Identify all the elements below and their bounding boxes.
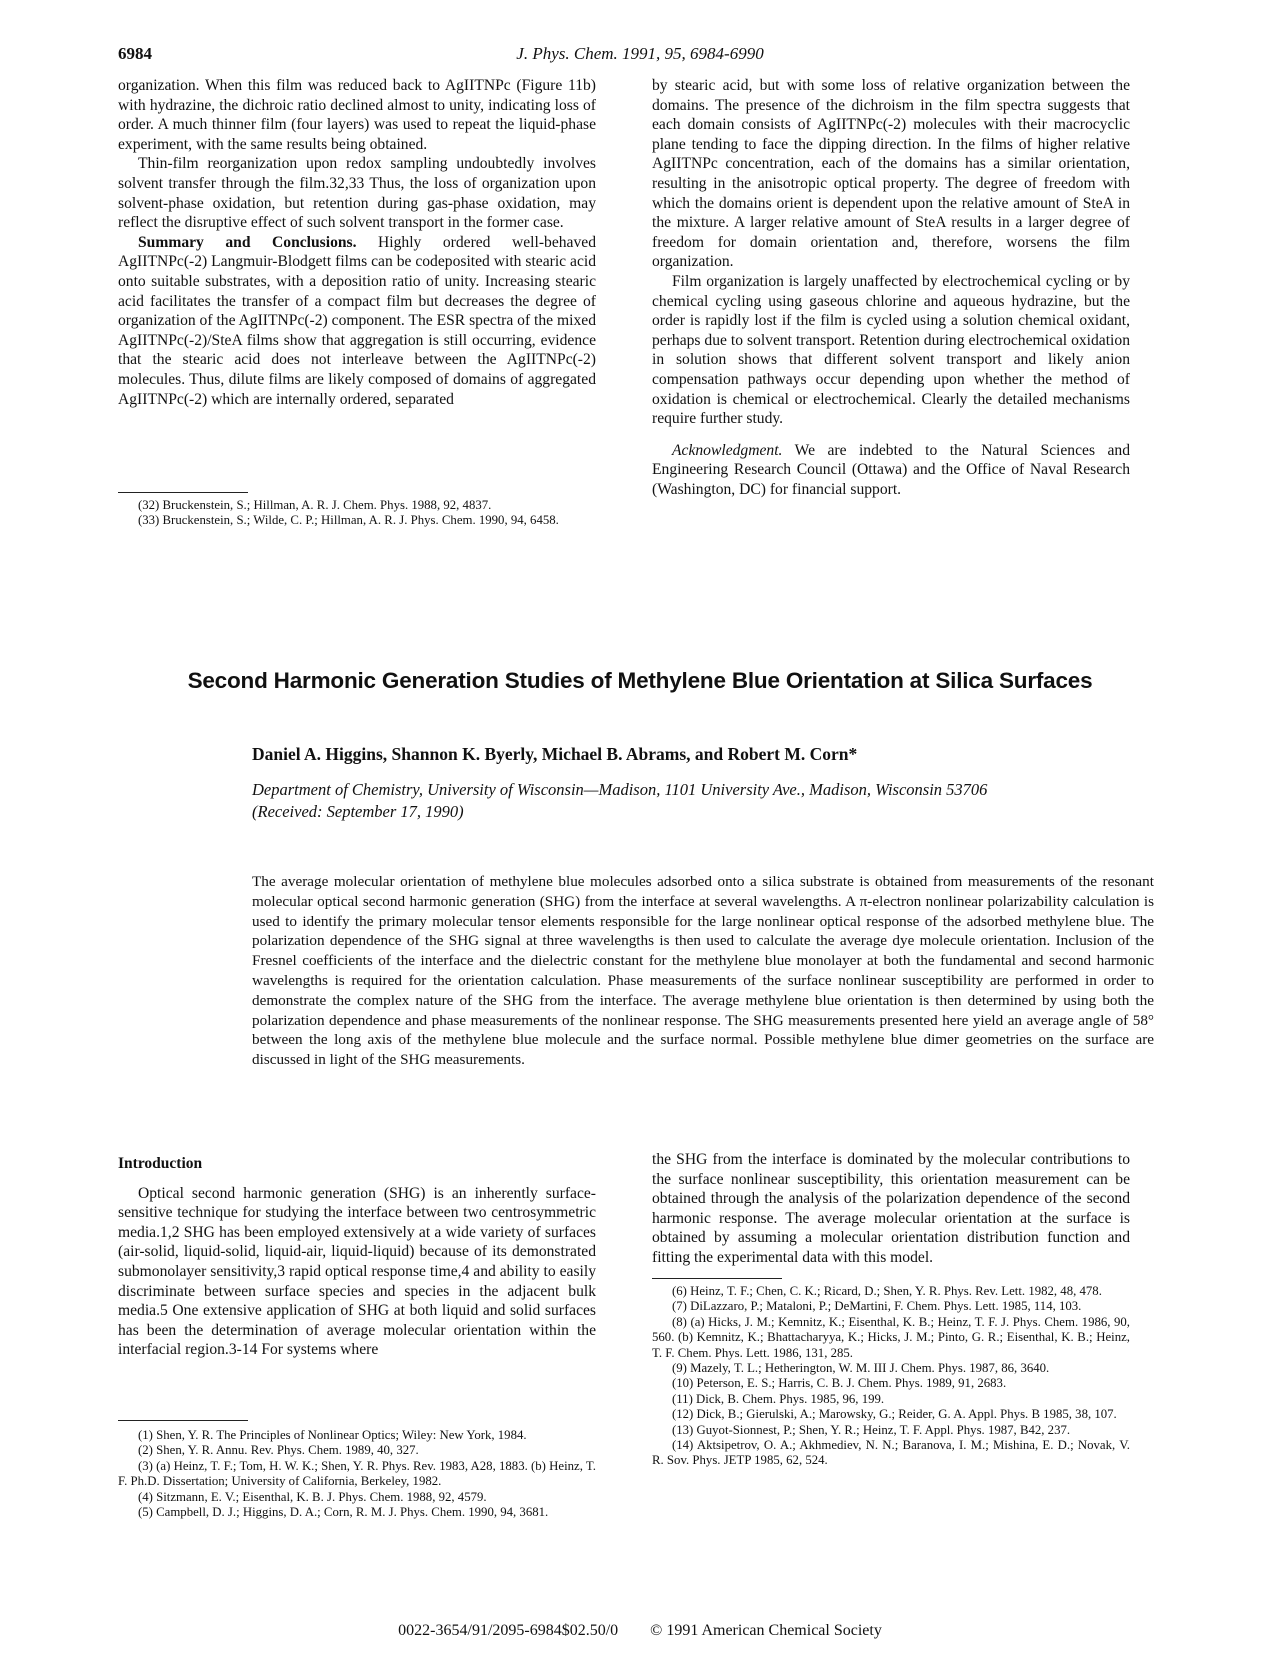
article-authors: Daniel A. Higgins, Shannon K. Byerly, Michael B. Abrams, and Robert M. Corn* xyxy=(252,744,858,764)
footnote-5: (5) Campbell, D. J.; Higgins, D. A.; Corn, R. M. J. Phys. Chem. 1990, 94, 3681. xyxy=(138,1505,549,1520)
footnote-7: (7) DiLazzaro, P.; Mataloni, P.; DeMartini, F. Chem. Phys. Lett. 1985, 114, 103. xyxy=(672,1299,1082,1314)
introduction-heading: Introduction xyxy=(118,1155,203,1172)
page-number: 6984 xyxy=(118,44,152,63)
summary-heading: Summary and Conclusions. xyxy=(138,233,357,251)
article-title: Second Harmonic Generation Studies of Methylene Blue Orientation at Silica Surfaces xyxy=(187,668,1093,693)
page-footer xyxy=(0,1622,1280,1640)
footnote-3: (3) (a) Heinz, T. F.; Tom, H. W. K.; Shen, Y. R. Phys. Rev. 1983, A28, 1883. (b) Heinz, T. F. Ph.D. Dissertation; University of California, Berkeley, 1982. xyxy=(118,1458,596,1489)
intro-footnote-rule xyxy=(118,1420,248,1421)
intro-paragraph-right: the SHG from the interface is dominated by the molecular contributions to the surface nonlinear susceptibility, this orientation measurement can be obtained through the analysis of the polarization dependence of the second harmonic response. The average molecular orientation at the surface is obtained by assuming a molecular orientation distribution function and fitting the experimental data with this model. xyxy=(652,1151,1130,1266)
footnote-rule xyxy=(118,492,248,493)
prev-paragraph-1: organization. When this film was reduced back to AgIITNPc (Figure 11b) with hydrazine, the dichroic ratio declined almost to unity, indicating loss of order. A much thinner film (four layers) was used to repeat the liquid-phase experiment, with the same results being obtained. xyxy=(118,77,596,153)
affiliation-text: Department of Chemistry, University of Wisconsin—Madison, 1101 University Ave., Madison, Wisconsin 53706 xyxy=(252,780,988,799)
footnote-9: (9) Mazely, T. L.; Hetherington, W. M. III J. Chem. Phys. 1987, 86, 3640. xyxy=(672,1361,1050,1376)
prev-article-left-column xyxy=(118,76,596,409)
abstract: The average molecular orientation of methylene blue molecules adsorbed onto a silica substrate is obtained from measurements of the resonant molecular optical second harmonic generation (SHG) from the interface at several wavelengths. A π-electron nonlinear polarizability calculation is used to identify the primary molecular tensor elements responsible for the large nonlinear optical response of the adsorbed methylene blue. The polarization dependence of the SHG signal at three wavelengths is then used to calculate the average dye molecule orientation. Inclusion of the Fresnel coefficients of the interface and the dielectric constant for the methylene blue monolayer at both the fundamental and second harmonic wavelengths is required for the orientation calculation. Phase measurements of the surface nonlinear susceptibility are performed in order to demonstrate the complex nature of the SHG from the interface. The average methylene blue orientation is then determined by using both the polarization dependence and phase measurements of the nonlinear response. The SHG measurements presented here yield an average angle of 58° between the long axis of the methylene blue molecule and the surface normal. Possible methylene blue dimer geometries on the surface are discussed in light of the SHG measurements. xyxy=(252,873,1154,1069)
prev-right-paragraph-1: by stearic acid, but with some loss of relative organization between the domains. The presence of the dichroism in the film spectra suggests that each domain consists of AgIITNPc(-2) molecules with their macrocyclic plane tending to face the dipping direction. In the films of higher relative AgIITNPc concentration, each of the domains has a similar orientation, resulting in the anisotropic optical property. The degree of freedom with which the domains orient is dependent upon the relative amount of SteA in the mixture. A larger relative amount of SteA results in a larger degree of freedom for domain orientation and, therefore, worsens the film organization. xyxy=(652,77,1130,271)
intro-left-column xyxy=(118,1154,596,1360)
running-title: J. Phys. Chem. 1991, 95, 6984-6990 xyxy=(516,44,764,63)
footnote-14: (14) Aktsipetrov, O. A.; Akhmediev, N. N.; Baranova, I. M.; Mishina, E. D.; Novak, V. R. Sov. Phys. JETP 1985, 62, 524. xyxy=(652,1438,1130,1468)
intro-paragraph-left: Optical second harmonic generation (SHG) is an inherently surface-sensitive technique for studying the interface between two centrosymmetric media.1,2 SHG has been employed extensively at a wide variety of surfaces (air-solid, liquid-solid, liquid-air, liquid-liquid) because of its demonstrated submonolayer sensitivity,3 rapid optical response time,4 and ability to easily discriminate between surface species and species in the adjacent bulk media.5 One extensive application of SHG at both liquid and solid surfaces has been the determination of average molecular orientation within the interfacial region.3-14 For systems where xyxy=(118,1184,596,1359)
article-affiliation xyxy=(252,779,1152,823)
intro-footnotes-left xyxy=(118,1428,596,1520)
footnote-12: (12) Dick, B.; Gierulski, A.; Marowsky, G.; Reider, G. A. Appl. Phys. B 1985, 38, 107. xyxy=(672,1407,1117,1422)
prev-right-paragraph-2: Film organization is largely unaffected by electrochemical cycling or by chemical cycling using gaseous chlorine and aqueous hydrazine, but the order is rapidly lost if the film is cycled using a solution chemical oxidant, perhaps due to solvent transport. Retention during electrochemical oxidation in solution shows that different solvent transport and likely anion compensation pathways occur depending upon whether the method of oxidation is chemical or electrochemical. Clearly the detailed mechanisms require further study. xyxy=(652,272,1130,428)
footnote-2: (2) Shen, Y. R. Annu. Rev. Phys. Chem. 1989, 40, 327. xyxy=(138,1443,419,1458)
footnote-6: (6) Heinz, T. F.; Chen, C. K.; Ricard, D.; Shen, Y. R. Phys. Rev. Lett. 1982, 48, 478. xyxy=(672,1284,1102,1298)
footer-copyright: © 1991 American Chemical Society xyxy=(650,1622,882,1639)
footnote-8: (8) (a) Hicks, J. M.; Kemnitz, K.; Eisenthal, K. B.; Heinz, T. F. J. Phys. Chem. 1986, 90, 560. (b) Kemnitz, K.; Bhattacharyya, K.; Hicks, J. M.; Pinto, G. R.; Eisenthal, K. B.; Heinz, T. F. Chem. Phys. Lett. 1986, 131, 285. xyxy=(652,1314,1130,1360)
intro-footnotes-right xyxy=(652,1284,1130,1469)
footnote-11: (11) Dick, B. Chem. Phys. 1985, 96, 199. xyxy=(672,1391,885,1406)
summary-paragraph xyxy=(118,233,596,409)
footer-code: 0022-3654/91/2095-6984$02.50/0 xyxy=(398,1622,619,1639)
summary-text: Highly ordered well-behaved AgIITNPc(-2) Langmuir-Blodgett films can be codeposited with stearic acid onto suitable substrates, with a deposition ratio of unity. Increasing stearic acid facilitates the transfer of a compact film but decreases the degree of organization of the AgIITNPc(-2) component. The ESR spectra of the mixed AgIITNPc(-2)/SteA films show that aggregation is still occurring, evidence that the stearic acid does not interleave between the AgIITNPc(-2) molecules. Thus, dilute films are likely composed of domains of aggregated AgIITNPc(-2) which are internally ordered, separated xyxy=(118,233,596,408)
received-date: (Received: September 17, 1990) xyxy=(252,802,464,821)
footnote-4: (4) Sitzmann, E. V.; Eisenthal, K. B. J. Phys. Chem. 1988, 92, 4579. xyxy=(138,1489,487,1504)
prev-article-right-column xyxy=(652,76,1130,499)
prev-paragraph-2: Thin-film reorganization upon redox sampling undoubtedly involves solvent transfer through the film.32,33 Thus, the loss of organization upon solvent-phase oxidation, but retention during gas-phase oxidation, may reflect the disruptive effect of such solvent transport in the former case. xyxy=(118,155,596,232)
intro-right-footnote-rule xyxy=(652,1278,782,1279)
intro-right-column xyxy=(652,1150,1130,1268)
footnote-10: (10) Peterson, E. S.; Harris, C. B. J. Chem. Phys. 1989, 91, 2683. xyxy=(672,1376,1007,1391)
acknowledgment-text: We are indebted to the Natural Sciences and Engineering Research Council (Ottawa) and the Office of Naval Research (Washington, DC) for financial support. xyxy=(652,441,1130,498)
footnote-32: (32) Bruckenstein, S.; Hillman, A. R. J. Chem. Phys. 1988, 92, 4837. xyxy=(138,498,492,512)
footnote-13: (13) Guyot-Sionnest, P.; Shen, Y. R.; Heinz, T. F. Appl. Phys. 1987, B42, 237. xyxy=(672,1422,1071,1437)
footnote-33: (33) Bruckenstein, S.; Wilde, C. P.; Hillman, A. R. J. Phys. Chem. 1990, 94, 6458. xyxy=(138,513,559,528)
acknowledgment-heading: Acknowledgment. xyxy=(672,441,783,459)
footnote-1: (1) Shen, Y. R. The Principles of Nonlinear Optics; Wiley: New York, 1984. xyxy=(138,1428,527,1442)
prev-footnotes xyxy=(118,498,596,529)
acknowledgment-paragraph xyxy=(652,441,1130,500)
